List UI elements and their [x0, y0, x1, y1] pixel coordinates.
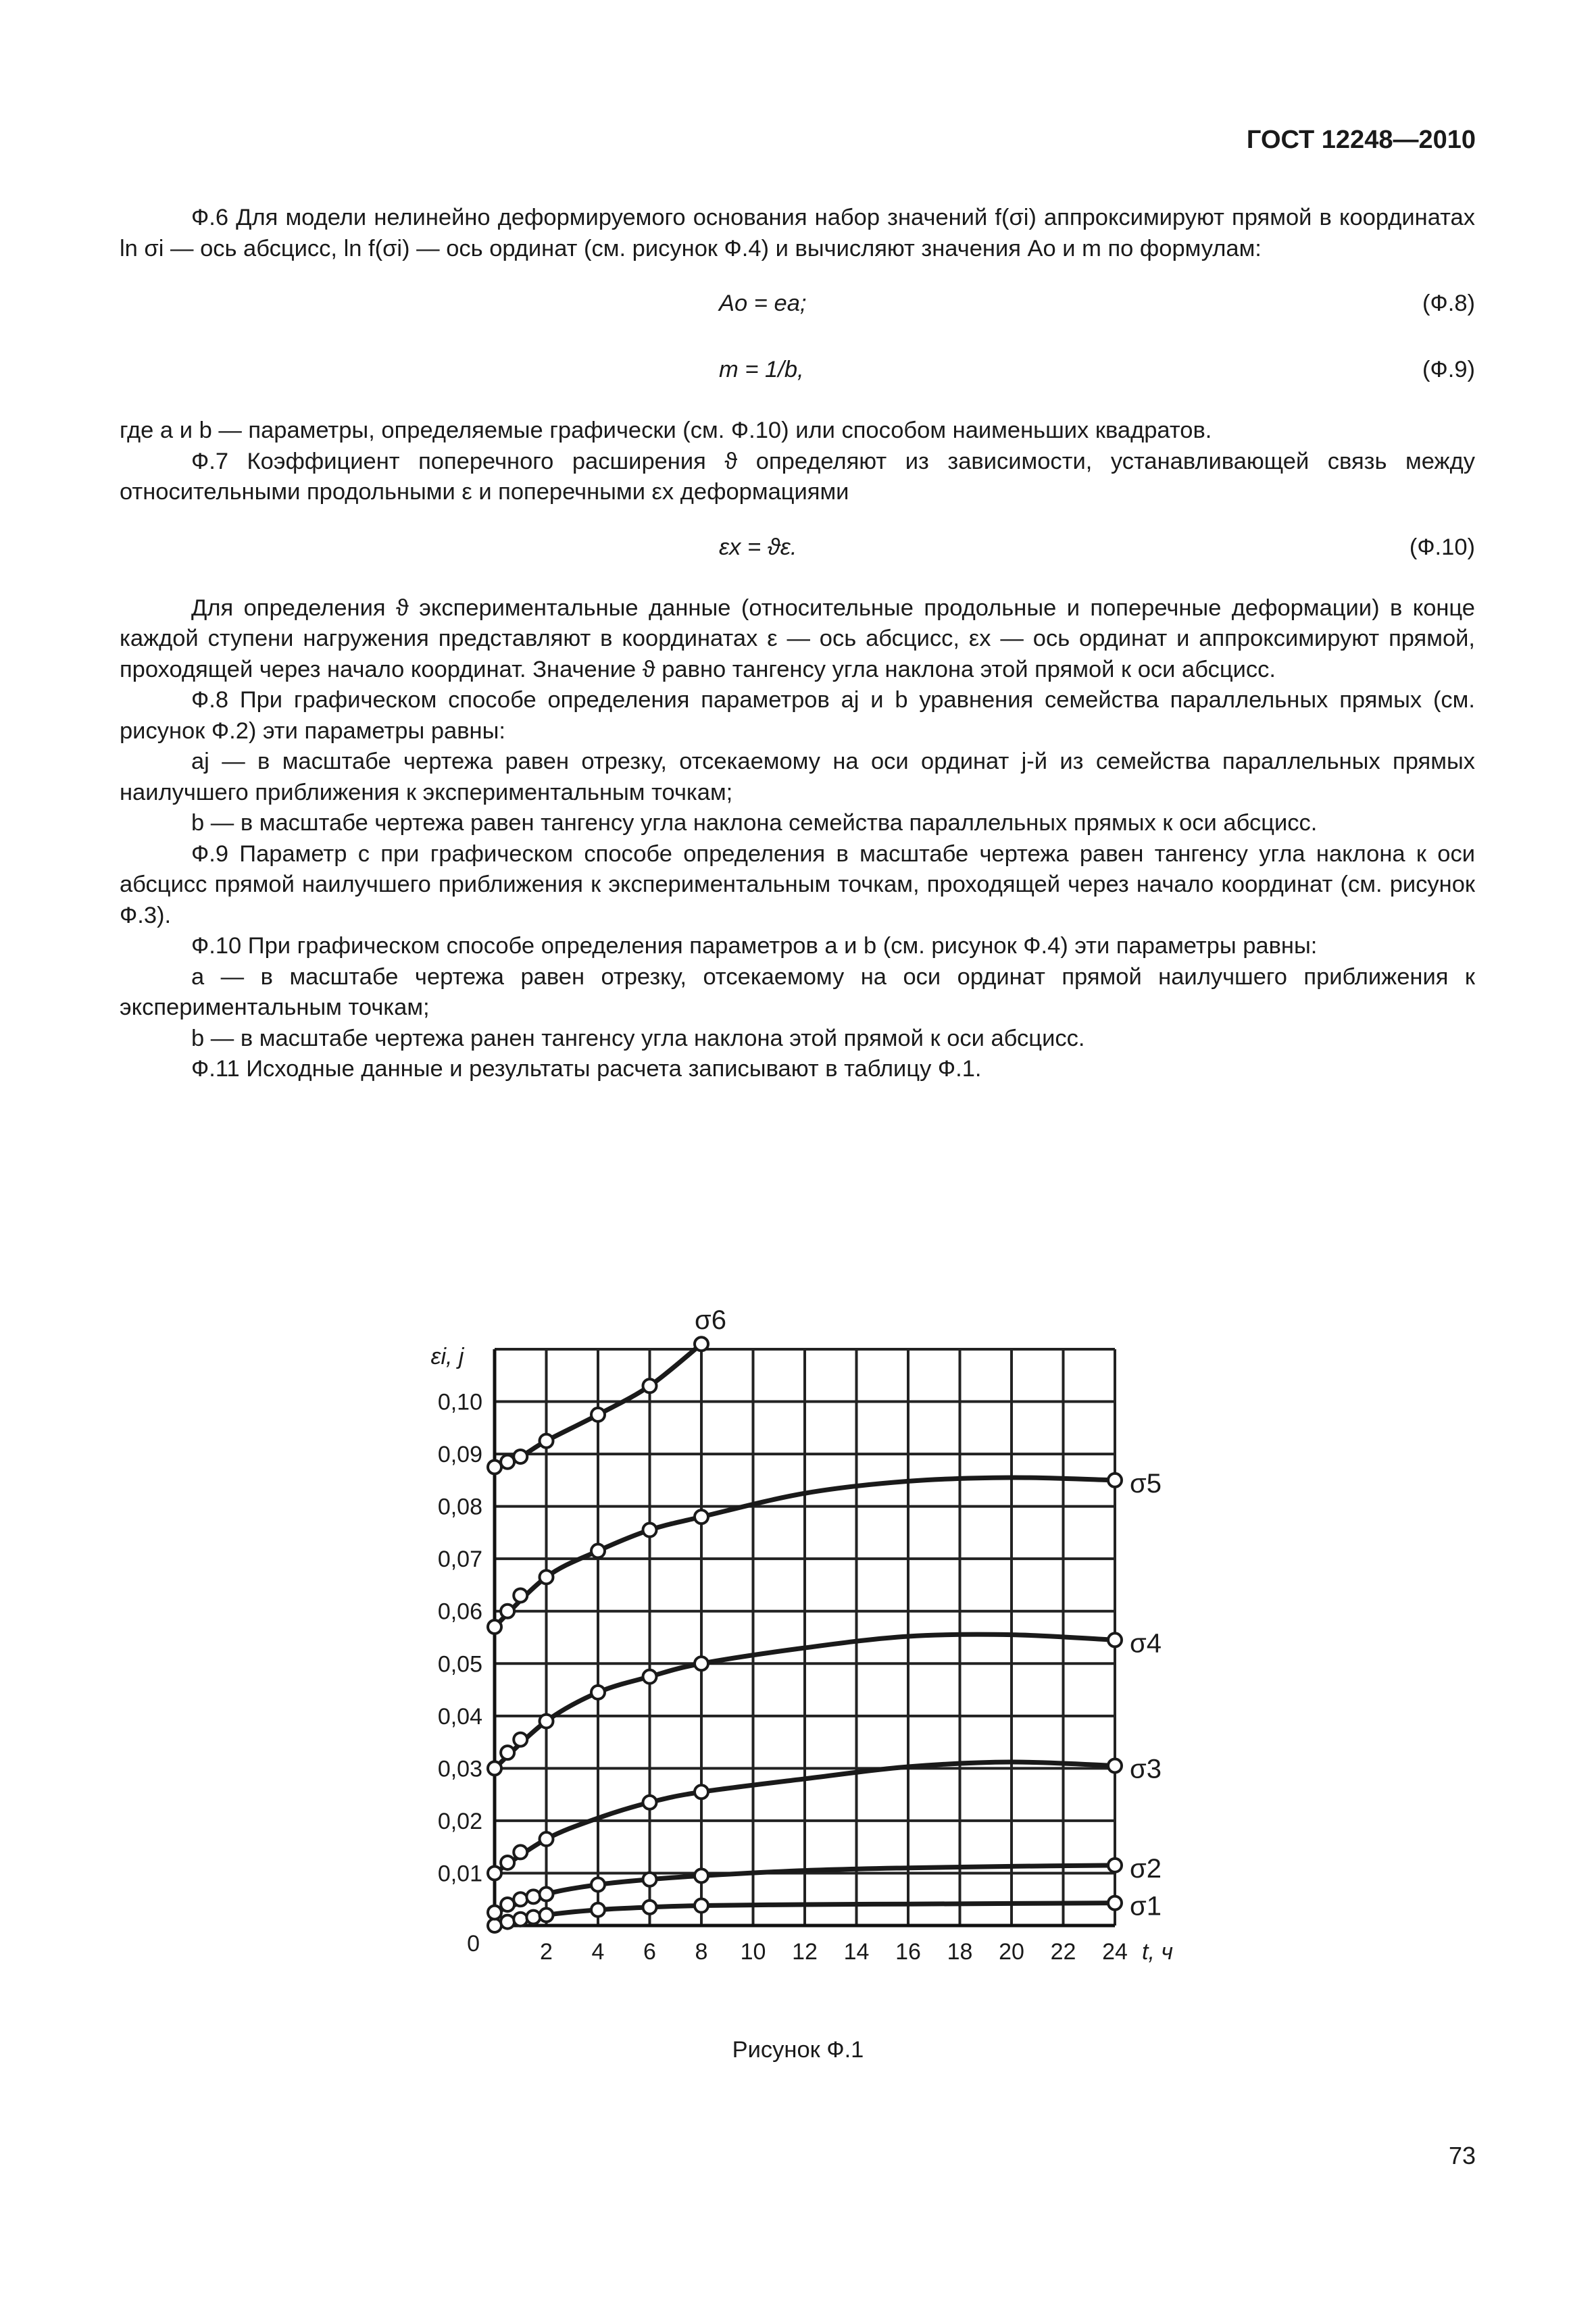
x-tick-label: 8	[695, 1939, 708, 1965]
data-point-sigma1	[695, 1899, 708, 1913]
y-tick-label: 0,06	[437, 1599, 482, 1625]
data-point-sigma6	[501, 1455, 514, 1469]
data-point-sigma2	[1108, 1859, 1122, 1872]
data-point-sigma2	[643, 1873, 657, 1886]
page-number: 73	[1448, 2142, 1476, 2169]
data-point-sigma1	[501, 1915, 514, 1929]
paragraph-f6: Ф.6 Для модели нелинейно деформируемого основания набор значений f(σi) аппроксимируют прямой в координатах ln σi — ось абсцисс, ln f(σi) — ось ординат (см. рисунок Ф.4) и вычисляют значения Ao и m по формулам:	[120, 205, 1475, 261]
x-tick-label: 12	[792, 1939, 818, 1965]
data-point-sigma2	[591, 1878, 605, 1892]
data-point-sigma6	[514, 1450, 527, 1463]
data-point-sigma6	[695, 1337, 708, 1351]
data-point-sigma4	[540, 1715, 553, 1728]
series-label-sigma1: σ1	[1130, 1891, 1162, 1921]
paragraph-f10: Ф.10 При графическом способе определения параметров a и b (см. рисунок Ф.4) эти параметры равны:	[191, 933, 1318, 959]
data-point-sigma1	[1108, 1896, 1122, 1910]
paragraph-f11: Ф.11 Исходные данные и результаты расчета записывают в таблицу Ф.1.	[191, 1056, 982, 1082]
paragraph-f6-where: где a и b — параметры, определяемые графически (см. Ф.10) или способом наименьших квадратов.	[120, 418, 1212, 443]
y-axis-label: εi, j	[430, 1344, 464, 1369]
data-point-sigma5	[540, 1570, 553, 1584]
data-point-sigma5	[488, 1620, 501, 1634]
figure-caption: Рисунок Ф.1	[732, 2037, 864, 2063]
formula-f10-number: (Ф.10)	[1409, 534, 1475, 560]
data-point-sigma6	[488, 1460, 501, 1474]
y-tick-label: 0,03	[437, 1756, 482, 1782]
data-point-sigma2	[501, 1898, 514, 1911]
y-tick-label: 0,08	[437, 1494, 482, 1520]
data-point-sigma3	[501, 1856, 514, 1869]
data-point-sigma1	[591, 1903, 605, 1917]
data-point-sigma6	[591, 1408, 605, 1422]
series-label-sigma2: σ2	[1130, 1853, 1162, 1884]
origin-label: 0	[467, 1931, 480, 1957]
data-point-sigma1	[643, 1901, 657, 1914]
document-header: ГОСТ 12248—2010	[1246, 126, 1476, 154]
x-tick-label: 6	[643, 1939, 656, 1965]
formula-f8-number: (Ф.8)	[1422, 291, 1475, 316]
x-tick-label: 24	[1102, 1939, 1128, 1965]
series-label-sigma6: σ6	[695, 1305, 726, 1336]
data-point-sigma2	[526, 1890, 540, 1903]
paragraph-f9: Ф.9 Параметр c при графическом способе определения в масштабе чертежа равен тангенсу угла наклона к оси абсцисс прямой наилучшего приближения к экспериментальным точкам, проходящей через начало координат (см. рисунок Ф.3).	[120, 840, 1475, 928]
data-point-sigma3	[488, 1866, 501, 1880]
y-tick-label: 0,01	[437, 1861, 482, 1887]
paragraph-f10-b: b — в масштабе чертежа ранен тангенсу угла наклона этой прямой к оси абсцисс.	[191, 1025, 1085, 1051]
x-tick-label: 16	[895, 1939, 921, 1965]
formula-f9-expr: m = 1/b,	[719, 357, 804, 382]
data-point-sigma2	[488, 1906, 501, 1919]
series-label-sigma4: σ4	[1130, 1628, 1162, 1659]
x-tick-label: 22	[1050, 1939, 1076, 1965]
series-label-sigma5: σ5	[1130, 1468, 1162, 1499]
data-point-sigma5	[1108, 1474, 1122, 1487]
data-point-sigma4	[514, 1733, 527, 1746]
paragraph-f7-method: Для определения ϑ экспериментальные данные (относительные продольные и поперечные деформации) в конце каждой ступени нагружения представляют в координатах ε — ось абсцисс, εx — ось ординат и аппроксимируют прямой, проходящей через начало координат. Значение ϑ равно тангенсу угла наклона этой прямой к оси абсцисс.	[120, 595, 1475, 682]
paragraph-f10-a: a — в масштабе чертежа равен отрезку, отсекаемому на оси ординат прямой наилучшего приближения к экспериментальным точкам;	[120, 963, 1475, 1020]
formula-f10-expr: εx = ϑε.	[719, 534, 797, 560]
formula-f9-number: (Ф.9)	[1422, 357, 1475, 382]
data-point-sigma1	[514, 1913, 527, 1926]
data-point-sigma3	[643, 1796, 657, 1809]
paragraph-f8: Ф.8 При графическом способе определения параметров aj и b уравнения семейства параллельных прямых (см. рисунок Ф.2) эти параметры равны:	[120, 687, 1475, 744]
data-point-sigma1	[526, 1911, 540, 1924]
data-point-sigma5	[695, 1510, 708, 1524]
paragraph-f8-a: aj — в масштабе чертежа равен отрезку, отсекаемому на оси ординат j-й из семейства параллельных прямых наилучшего приближения к экспериментальным точкам;	[120, 749, 1475, 805]
data-point-sigma2	[695, 1869, 708, 1882]
data-point-sigma5	[501, 1605, 514, 1618]
y-tick-label: 0,05	[437, 1651, 482, 1678]
data-point-sigma5	[514, 1588, 527, 1602]
x-axis-label: t, ч	[1142, 1939, 1173, 1965]
paragraph-f7: Ф.7 Коэффициент поперечного расширения ϑ определяют из зависимости, устанавливающей связь между относительными продольными ε и поперечными εx деформациями	[120, 448, 1475, 505]
series-label-sigma3: σ3	[1130, 1754, 1162, 1784]
data-point-sigma5	[591, 1544, 605, 1558]
formula-f8-expr: Ao = ea;	[719, 291, 807, 316]
y-tick-label: 0,09	[437, 1442, 482, 1468]
data-point-sigma4	[695, 1657, 708, 1670]
data-point-sigma3	[695, 1785, 708, 1799]
data-point-sigma3	[514, 1845, 527, 1859]
y-tick-label: 0,02	[437, 1808, 482, 1834]
data-point-sigma1	[540, 1908, 553, 1921]
y-tick-label: 0,04	[437, 1703, 482, 1730]
data-point-sigma4	[591, 1686, 605, 1699]
data-point-sigma1	[488, 1919, 501, 1932]
paragraph-f8-b: b — в масштабе чертежа равен тангенсу угла наклона семейства параллельных прямых к оси абсцисс.	[191, 810, 1318, 836]
data-point-sigma4	[488, 1761, 501, 1775]
y-tick-label: 0,07	[437, 1546, 482, 1573]
x-tick-label: 4	[591, 1939, 605, 1965]
data-point-sigma2	[540, 1887, 553, 1901]
data-point-sigma6	[643, 1379, 657, 1392]
data-point-sigma6	[540, 1434, 553, 1448]
data-point-sigma5	[643, 1524, 657, 1537]
data-point-sigma4	[501, 1746, 514, 1759]
data-point-sigma2	[514, 1892, 527, 1906]
data-point-sigma4	[1108, 1633, 1122, 1646]
x-tick-label: 14	[843, 1939, 870, 1965]
x-tick-label: 20	[999, 1939, 1024, 1965]
x-tick-label: 2	[540, 1939, 553, 1965]
y-tick-label: 0,10	[437, 1389, 482, 1415]
data-point-sigma4	[643, 1670, 657, 1684]
data-point-sigma3	[540, 1832, 553, 1846]
x-tick-label: 10	[740, 1939, 766, 1965]
x-tick-label: 18	[947, 1939, 973, 1965]
data-point-sigma3	[1108, 1759, 1122, 1772]
